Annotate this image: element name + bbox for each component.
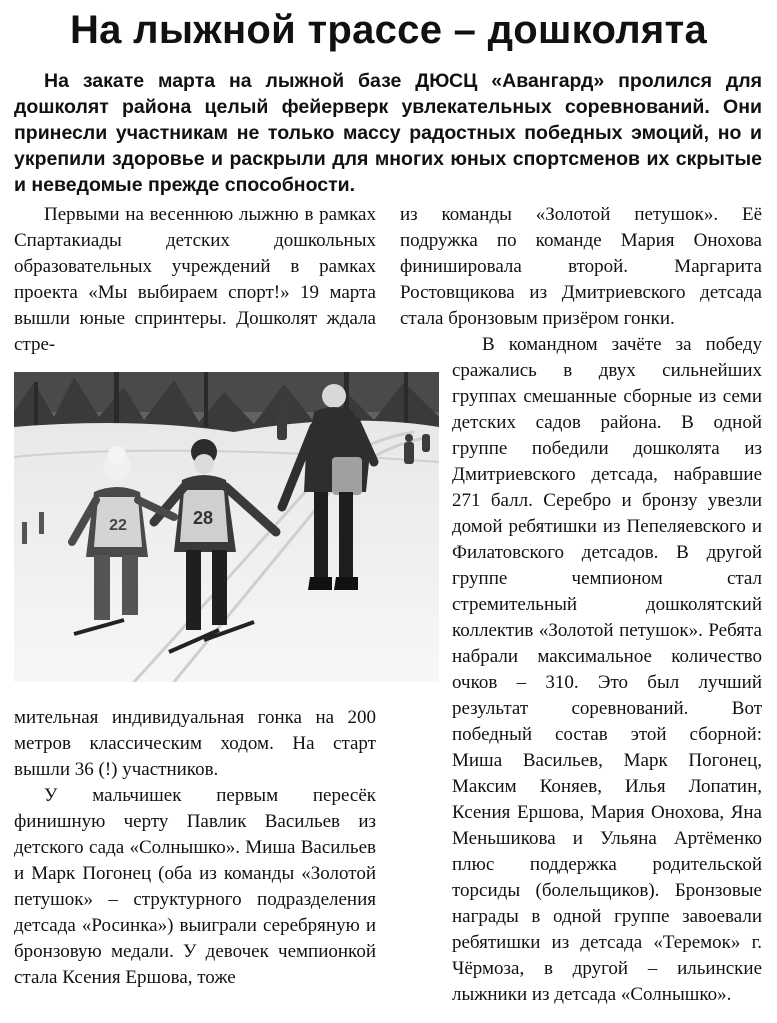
paragraph: из команды «Золотой петушок». Её подружка по команде Мария Онохова финишировала второй. Маргарита Ростовщикова из Дмитриевского детсада стала бронзовым призёром гонки.	[400, 204, 762, 329]
paragraph: В командном зачёте за победу сражались в двух сильнейших группах смешанные сборные из семи детских садов района. В одной группе победили дошколята из Дмитриевского детсада, набравшие 271 балл. Серебро и бронзу увезли домой ребятишки из Пепеляевского и Филатовского детсадов. В другой группе чемпионом стал стремительный дошколятский коллектив «Золотой петушок». Ребята набрали максимальное количество очков – 310. Это был лучший результат соревнований. Вот победный состав этой сборной: Миша Васильев, Марк Погонец, Максим Коняев, Илья Лопатин, Ксения Ершова, Мария Онохова, Яна Меньшикова и Ульяна Артёменко плюс поддержка родительской торсиды (болельщиков). Бронзовые награды в одной группе завоевали ребятишки из детсада «Теремок» г. Чёрмоза, в другой – ильинские лыжники из детсада «Солнышко».	[452, 334, 762, 1005]
paragraph: У мальчишек первым пересёк финишную черту Павлик Васильев из детского сада «Солнышко». Миша Васильев и Марк Погонец (оба из команды «Золотой петушок» – структурного подразделения детсада «Росинка») выиграли серебряную и бронзовую медали. У девочек чемпионкой стала Ксения Ершова, тоже	[14, 785, 376, 988]
paragraph: Первыми на весеннюю лыжню в рамках Спартакиады детских дошкольных образовательных учреждений в рамках проекта «Мы выбираем спорт!» 19 марта вышли юные спринтеры. Дошколят ждала стре-	[14, 204, 376, 355]
bib-number: 22	[109, 517, 127, 534]
right-column	[400, 202, 762, 1008]
article-photo	[14, 372, 439, 682]
lead-text: На закате марта на лыжной базе ДЮСЦ «Авангард» пролился для дошколят района целый фейерверк увлекательных соревнований. Они принесли участникам не только массу радостных победных эмоций, но и укрепили здоровье и раскрыли для многих юных спортсменов их скрытые и неведомые прежде способности.	[14, 70, 762, 196]
paragraph: мительная индивидуальная гонка на 200 метров классическим ходом. На старт вышли 36 (!) участников.	[14, 707, 376, 780]
skiing-children-photo	[14, 372, 439, 682]
bib-number: 28	[192, 508, 214, 528]
article-title: На лыжной трассе – дошколята	[69, 8, 708, 52]
left-column-bottom	[14, 705, 376, 991]
left-column-top	[14, 202, 376, 358]
article-lead	[14, 68, 762, 198]
